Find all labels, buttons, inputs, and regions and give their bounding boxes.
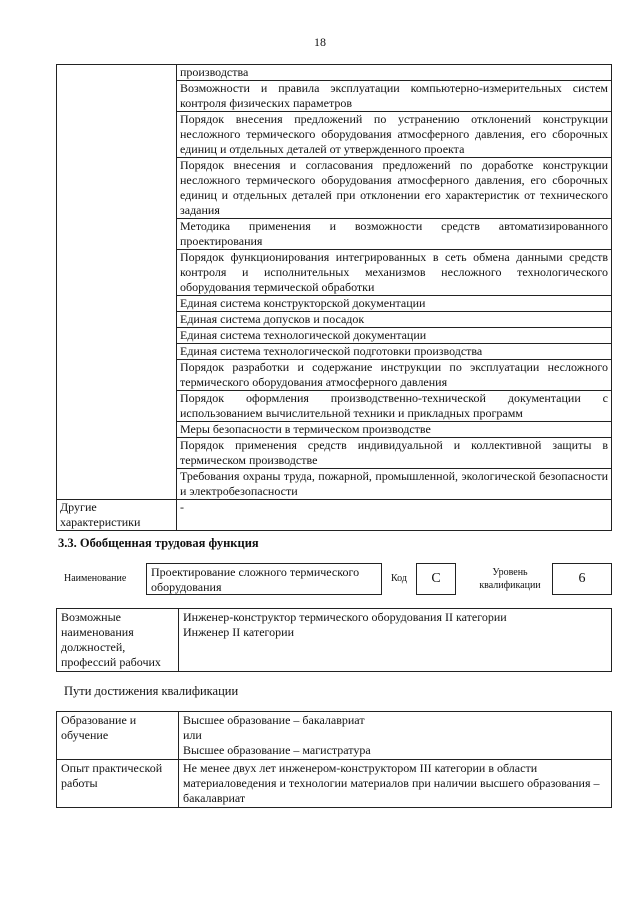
knowledge-item: Методика применения и возможности средств автоматизированного проектирования xyxy=(177,219,612,250)
knowledge-item: Единая система допусков и посадок xyxy=(177,312,612,328)
other-characteristics-label: Другие характеристики xyxy=(57,500,177,531)
knowledge-item: Порядок внесения предложений по устранению отклонений конструкции несложного термического оборудования атмосферного давления, его сборочных единиц и отдельных деталей от утвержденного проекта xyxy=(177,112,612,158)
knowledge-item: Возможности и правила эксплуатации компьютерно-измерительных систем контроля физических параметров xyxy=(177,81,612,112)
name-label: Наименование xyxy=(64,573,127,584)
experience-label: Опыт практической работы xyxy=(57,760,179,808)
positions-table xyxy=(56,608,612,672)
position-item: Инженер-конструктор термического оборудования II категории xyxy=(183,610,507,624)
education-line: Высшее образование – бакалавриат xyxy=(183,713,365,727)
knowledge-item: Порядок разработки и содержание инструкции по эксплуатации несложного термического оборудования атмосферного давления xyxy=(177,360,612,391)
knowledge-table xyxy=(56,64,612,531)
table-row xyxy=(57,65,612,81)
paths-title: Пути достижения квалификации xyxy=(64,684,239,698)
qualification-table xyxy=(56,711,612,808)
education-cell xyxy=(179,712,612,760)
education-line: Высшее образование – магистратура xyxy=(183,743,371,757)
code-label: Код xyxy=(391,573,407,584)
other-characteristics-value: - xyxy=(177,500,612,531)
position-item: Инженер II категории xyxy=(183,625,294,639)
table-row xyxy=(57,500,612,531)
knowledge-item: Порядок применения средств индивидуальной и коллективной защиты в термическом производстве xyxy=(177,438,612,469)
knowledge-item: Требования охраны труда, пожарной, промышленной, экологической безопасности и электробезопасности xyxy=(177,469,612,500)
knowledge-item: Меры безопасности в термическом производстве xyxy=(177,422,612,438)
code-value-box: C xyxy=(416,563,456,595)
page-number: 18 xyxy=(314,35,326,49)
education-line: или xyxy=(183,728,202,742)
empty-label-cell xyxy=(57,65,177,500)
positions-label: Возможные наименования должностей, профессий рабочих xyxy=(57,609,179,672)
table-row xyxy=(57,712,612,760)
qualification-level-label: Уровень квалификации xyxy=(479,567,541,591)
knowledge-item: Единая система конструкторской документации xyxy=(177,296,612,312)
table-row xyxy=(57,760,612,808)
experience-value: Не менее двух лет инженером-конструктором III категории в области материаловедения и технологии материалов при наличии высшего образования – бакалавриат xyxy=(179,760,612,808)
table-row xyxy=(57,609,612,672)
knowledge-item: Единая система технологической документации xyxy=(177,328,612,344)
knowledge-item: Порядок оформления производственно-технической документации с использованием вычислительной техники и прикладных программ xyxy=(177,391,612,422)
knowledge-item: Порядок внесения и согласования предложений по доработке конструкции несложного термического оборудования атмосферного давления, его сборочных единиц и отдельных деталей при отклонении его характеристик от технического задания xyxy=(177,158,612,219)
section-title: 3.3. Обобщенная трудовая функция xyxy=(58,536,259,550)
qualification-level-box: 6 xyxy=(552,563,612,595)
knowledge-item: Единая система технологической подготовки производства xyxy=(177,344,612,360)
name-value-box: Проектирование сложного термического оборудования xyxy=(146,563,382,595)
knowledge-item: производства xyxy=(177,65,612,81)
positions-cell xyxy=(179,609,612,672)
education-label: Образование и обучение xyxy=(57,712,179,760)
knowledge-item: Порядок функционирования интегрированных в сеть обмена данными средств контроля и исполнительных механизмов несложного технологического оборудования термической обработки xyxy=(177,250,612,296)
